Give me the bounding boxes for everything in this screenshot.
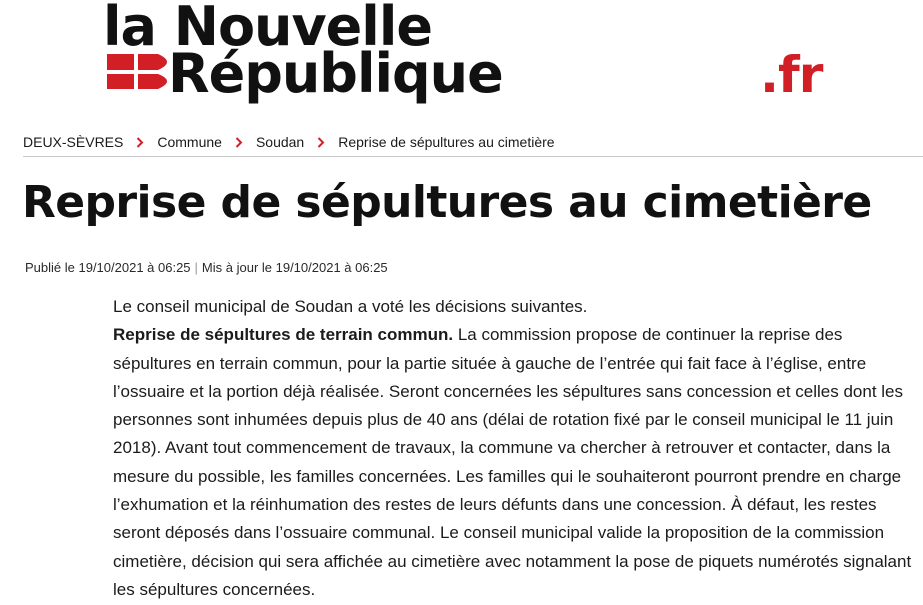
logo-line2: République <box>168 42 503 105</box>
logo-line1: la Nouvelle <box>103 0 432 58</box>
article-paragraph <box>113 321 913 604</box>
breadcrumb-divider <box>23 156 923 157</box>
page-title: Reprise de sépultures au cimetière <box>22 177 872 228</box>
article-meta <box>25 260 388 275</box>
updated-date: Mis à jour le 19/10/2021 à 06:25 <box>201 260 388 275</box>
breadcrumb-item-current[interactable]: Reprise de sépultures au cimetière <box>338 134 555 150</box>
meta-separator: | <box>194 260 198 275</box>
section-text: La commission propose de continuer la reprise des sépultures en terrain commun, pour la partie située à gauche de l’entrée qui fait face à l’église, entre l’ossuaire et la portion déjà réalisée. Seront concernées les sépultures sans concession et celles dont les personnes sont inhumées depuis plus de 40 ans (délai de rotation fixé par le conseil municipal le 11 juin 2018). Avant tout commencement de travaux, la commune va chercher à retrouver et contacter, dans la mesure du possible, les familles concernées. Les familles qui le souhaiteront pourront prendre en charge l’exhumation et la réinhumation des restes de leurs défunts dans une concession. À défaut, les restes seront déposés dans l’ossuaire communal. Le conseil municipal valide la proposition de la commission cimetière, décision qui sera affichée au cimetière avec notamment la pose de piquets numérotés signalant les sépultures concernées. <box>113 325 912 599</box>
chevron-right-icon <box>222 137 256 148</box>
breadcrumb <box>23 131 555 153</box>
chevron-right-icon <box>123 137 157 148</box>
published-date: Publié le 19/10/2021 à 06:25 <box>25 260 191 275</box>
logo-graphic <box>0 0 923 105</box>
article-body <box>113 293 913 604</box>
logo-mark-icon <box>107 54 167 89</box>
breadcrumb-item-soudan[interactable]: Soudan <box>255 134 305 150</box>
site-logo[interactable] <box>0 0 923 105</box>
breadcrumb-item-deux-sevres[interactable]: DEUX-SÈVRES <box>23 134 124 150</box>
article-intro: Le conseil municipal de Soudan a voté les décisions suivantes. <box>113 297 588 316</box>
breadcrumb-item-commune[interactable]: Commune <box>157 134 222 150</box>
section-heading: Reprise de sépultures de terrain commun. <box>113 325 454 345</box>
logo-tld: .fr <box>760 46 823 104</box>
chevron-right-icon <box>304 137 338 148</box>
